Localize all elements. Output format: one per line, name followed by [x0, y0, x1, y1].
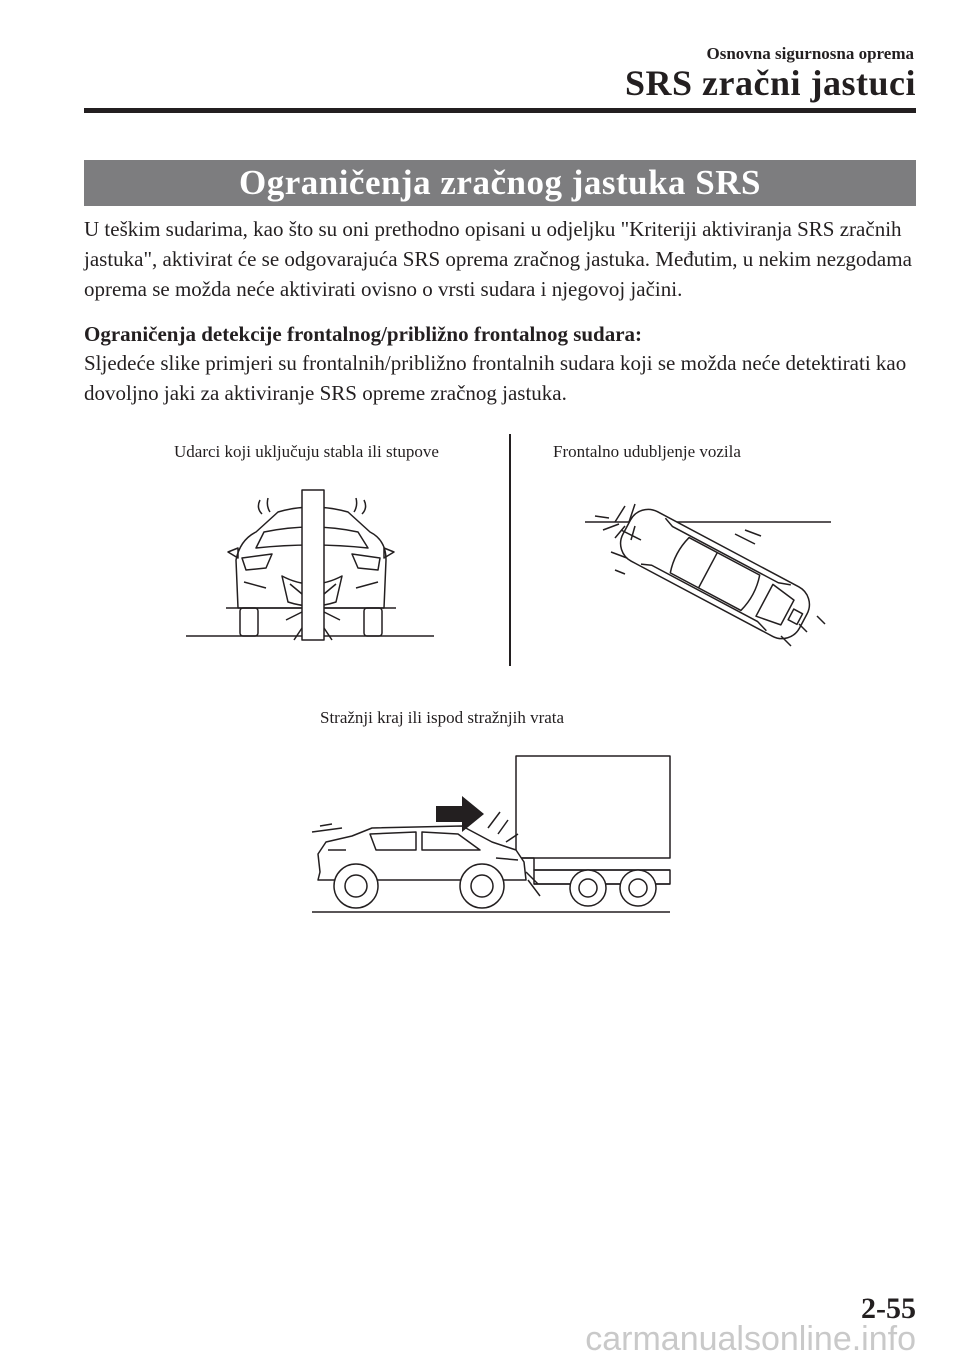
underride-caption: Stražnji kraj ili ispod stražnjih vrata [320, 708, 565, 727]
header-rule [84, 108, 916, 113]
offset-impact-caption: Frontalno udubljenje vozila [553, 442, 741, 461]
chapter-title: SRS zračni jastuci [625, 63, 916, 103]
intro-paragraph: U teškim sudarima, kao što su oni prethodno opisani u odjeljku "Kriteriji aktiviranja SRS zračnih jastuka", aktivirat će se odgovarajuća SRS oprema zračnog jastuka. Međutim, u nekim nezgodama oprema se možda neće aktivirati ovisno o vrsti sudara i njegovoj jačini. [84, 217, 912, 301]
watermark-text: carmanualsonline.info [585, 1320, 916, 1358]
pole-impact-illustration [186, 490, 436, 650]
topic-banner: Ograničenja zračnog jastuka SRS [84, 160, 916, 206]
underride-impact-illustration [312, 754, 672, 916]
section-title: Osnovna sigurnosna oprema [706, 44, 914, 63]
page-number: 2-55 [861, 1292, 916, 1325]
offset-impact-illustration [585, 504, 835, 654]
pole-impact-caption: Udarci koji uključuju stabla ili stupove [174, 442, 439, 461]
subheading-paragraph: Sljedeće slike primjeri su frontalnih/približno frontalnih sudara koji se možda neće detektirati kao dovoljno jaki za aktiviranje SRS opreme zračnog jastuka. [84, 351, 907, 405]
subheading: Ograničenja detekcije frontalnog/približno frontalnog sudara: [84, 322, 643, 346]
figure-divider [509, 434, 511, 666]
